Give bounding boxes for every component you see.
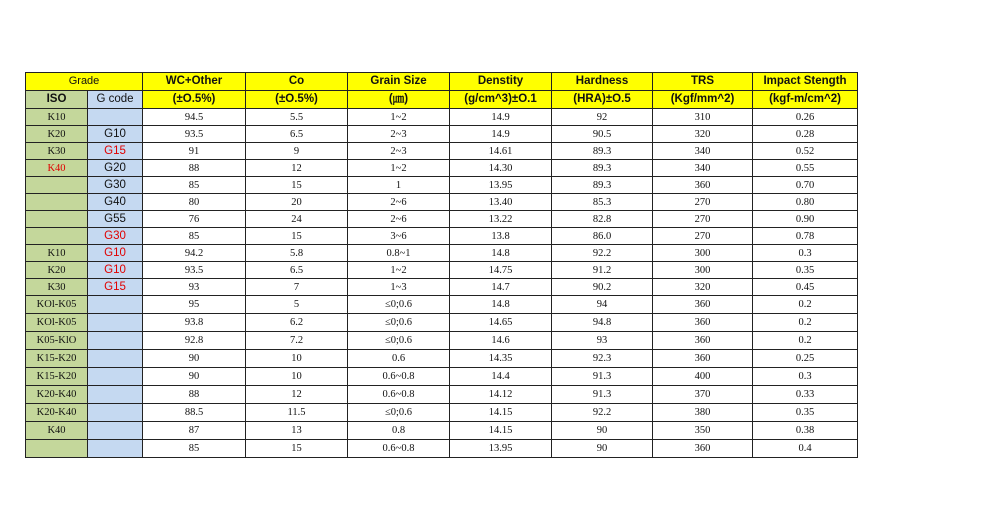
density-cell[interactable]: 14.12 bbox=[450, 386, 552, 404]
col-unit-density[interactable]: (g/cm^3)±O.1 bbox=[450, 91, 552, 109]
wc-cell[interactable]: 93.5 bbox=[143, 262, 246, 279]
trs-cell[interactable]: 360 bbox=[653, 177, 753, 194]
co-cell[interactable]: 12 bbox=[246, 386, 348, 404]
table-row bbox=[26, 109, 858, 126]
trs-cell[interactable]: 380 bbox=[653, 404, 753, 422]
impact-cell[interactable]: 0.52 bbox=[753, 143, 858, 160]
table-row bbox=[26, 262, 858, 279]
co-cell[interactable]: 10 bbox=[246, 368, 348, 386]
hardness-cell[interactable]: 94 bbox=[552, 296, 653, 314]
trs-cell[interactable]: 300 bbox=[653, 245, 753, 262]
col-header-hardness[interactable]: Hardness bbox=[552, 73, 653, 91]
gcode-cell[interactable] bbox=[88, 440, 143, 458]
col-unit-wc[interactable]: (±O.5%) bbox=[143, 91, 246, 109]
impact-cell[interactable]: 0.70 bbox=[753, 177, 858, 194]
wc-cell[interactable]: 93 bbox=[143, 279, 246, 296]
trs-cell[interactable]: 270 bbox=[653, 211, 753, 228]
gcode-cell[interactable]: G10 bbox=[88, 262, 143, 279]
trs-cell[interactable]: 340 bbox=[653, 160, 753, 177]
iso-cell[interactable] bbox=[26, 228, 88, 245]
wc-cell[interactable]: 80 bbox=[143, 194, 246, 211]
trs-cell[interactable]: 360 bbox=[653, 314, 753, 332]
grain-cell[interactable]: 3~6 bbox=[348, 228, 450, 245]
impact-cell[interactable]: 0.35 bbox=[753, 404, 858, 422]
hardness-cell[interactable]: 92 bbox=[552, 109, 653, 126]
density-cell[interactable]: 13.40 bbox=[450, 194, 552, 211]
grade-spec-sheet bbox=[25, 72, 858, 458]
table-row bbox=[26, 350, 858, 368]
wc-cell[interactable]: 85 bbox=[143, 177, 246, 194]
iso-cell[interactable] bbox=[26, 177, 88, 194]
gcode-cell[interactable]: G15 bbox=[88, 143, 143, 160]
grain-cell[interactable]: 0.6~0.8 bbox=[348, 440, 450, 458]
table-row bbox=[26, 422, 858, 440]
co-cell[interactable]: 15 bbox=[246, 440, 348, 458]
hardness-cell[interactable]: 90 bbox=[552, 422, 653, 440]
col-header-co[interactable]: Co bbox=[246, 73, 348, 91]
header-row-2 bbox=[26, 91, 858, 109]
table-row bbox=[26, 177, 858, 194]
iso-cell[interactable]: KOl-K05 bbox=[26, 314, 88, 332]
table-row bbox=[26, 296, 858, 314]
trs-cell[interactable]: 360 bbox=[653, 332, 753, 350]
density-cell[interactable]: 14.9 bbox=[450, 109, 552, 126]
gcode-header[interactable]: G code bbox=[88, 91, 143, 109]
grain-cell[interactable]: 0.8~1 bbox=[348, 245, 450, 262]
co-cell[interactable]: 5.5 bbox=[246, 109, 348, 126]
wc-cell[interactable]: 85 bbox=[143, 440, 246, 458]
gcode-cell[interactable]: G40 bbox=[88, 194, 143, 211]
trs-cell[interactable]: 270 bbox=[653, 194, 753, 211]
iso-cell[interactable] bbox=[26, 440, 88, 458]
wc-cell[interactable]: 90 bbox=[143, 350, 246, 368]
col-unit-grain[interactable]: (㎛) bbox=[348, 91, 450, 109]
density-cell[interactable]: 13.22 bbox=[450, 211, 552, 228]
wc-cell[interactable]: 87 bbox=[143, 422, 246, 440]
density-cell[interactable]: 14.61 bbox=[450, 143, 552, 160]
density-cell[interactable]: 14.15 bbox=[450, 404, 552, 422]
header-row-1 bbox=[26, 73, 858, 91]
density-cell[interactable]: 14.65 bbox=[450, 314, 552, 332]
hardness-cell[interactable]: 85.3 bbox=[552, 194, 653, 211]
co-cell[interactable]: 5.8 bbox=[246, 245, 348, 262]
gcode-cell[interactable] bbox=[88, 368, 143, 386]
table-row bbox=[26, 404, 858, 422]
col-header-wc[interactable]: WC+Other bbox=[143, 73, 246, 91]
impact-cell[interactable]: 0.45 bbox=[753, 279, 858, 296]
co-cell[interactable]: 12 bbox=[246, 160, 348, 177]
density-cell[interactable]: 14.30 bbox=[450, 160, 552, 177]
hardness-cell[interactable]: 90 bbox=[552, 440, 653, 458]
wc-cell[interactable]: 95 bbox=[143, 296, 246, 314]
hardness-cell[interactable]: 91.2 bbox=[552, 262, 653, 279]
table-row bbox=[26, 440, 858, 458]
iso-cell[interactable]: K20 bbox=[26, 126, 88, 143]
grain-cell[interactable]: ≤0;0.6 bbox=[348, 314, 450, 332]
col-header-trs[interactable]: TRS bbox=[653, 73, 753, 91]
wc-cell[interactable]: 93.8 bbox=[143, 314, 246, 332]
density-cell[interactable]: 14.75 bbox=[450, 262, 552, 279]
wc-cell[interactable]: 92.8 bbox=[143, 332, 246, 350]
hardness-cell[interactable]: 90.2 bbox=[552, 279, 653, 296]
trs-cell[interactable]: 350 bbox=[653, 422, 753, 440]
col-header-grain[interactable]: Grain Size bbox=[348, 73, 450, 91]
co-cell[interactable]: 20 bbox=[246, 194, 348, 211]
co-cell[interactable]: 7 bbox=[246, 279, 348, 296]
table-row bbox=[26, 143, 858, 160]
hardness-cell[interactable]: 89.3 bbox=[552, 143, 653, 160]
iso-cell[interactable]: K20-K40 bbox=[26, 404, 88, 422]
gcode-cell[interactable]: G55 bbox=[88, 211, 143, 228]
table-row bbox=[26, 279, 858, 296]
impact-cell[interactable]: 0.4 bbox=[753, 440, 858, 458]
wc-cell[interactable]: 90 bbox=[143, 368, 246, 386]
grain-cell[interactable]: 1 bbox=[348, 177, 450, 194]
grain-cell[interactable]: 0.6 bbox=[348, 350, 450, 368]
hardness-cell[interactable]: 94.8 bbox=[552, 314, 653, 332]
wc-cell[interactable]: 93.5 bbox=[143, 126, 246, 143]
density-cell[interactable]: 14.6 bbox=[450, 332, 552, 350]
iso-cell[interactable]: K05-KlO bbox=[26, 332, 88, 350]
hardness-cell[interactable]: 91.3 bbox=[552, 386, 653, 404]
impact-cell[interactable]: 0.2 bbox=[753, 296, 858, 314]
col-unit-impact[interactable]: (kgf-m/cm^2) bbox=[753, 91, 858, 109]
gcode-cell[interactable]: G15 bbox=[88, 279, 143, 296]
col-unit-hardness[interactable]: (HRA)±O.5 bbox=[552, 91, 653, 109]
grain-cell[interactable]: 1~2 bbox=[348, 262, 450, 279]
density-cell[interactable]: 14.8 bbox=[450, 245, 552, 262]
hardness-cell[interactable]: 93 bbox=[552, 332, 653, 350]
grain-cell[interactable]: 0.8 bbox=[348, 422, 450, 440]
wc-cell[interactable]: 94.5 bbox=[143, 109, 246, 126]
co-cell[interactable]: 7.2 bbox=[246, 332, 348, 350]
iso-cell[interactable]: K20 bbox=[26, 262, 88, 279]
grade-spec-table bbox=[25, 72, 858, 458]
density-cell[interactable]: 14.8 bbox=[450, 296, 552, 314]
grain-cell[interactable]: 1~3 bbox=[348, 279, 450, 296]
hardness-cell[interactable]: 92.3 bbox=[552, 350, 653, 368]
co-cell[interactable]: 15 bbox=[246, 177, 348, 194]
trs-cell[interactable]: 300 bbox=[653, 262, 753, 279]
impact-cell[interactable]: 0.28 bbox=[753, 126, 858, 143]
co-cell[interactable]: 11.5 bbox=[246, 404, 348, 422]
impact-cell[interactable]: 0.2 bbox=[753, 314, 858, 332]
hardness-cell[interactable]: 91.3 bbox=[552, 368, 653, 386]
co-cell[interactable]: 24 bbox=[246, 211, 348, 228]
gcode-cell[interactable] bbox=[88, 422, 143, 440]
trs-cell[interactable]: 370 bbox=[653, 386, 753, 404]
impact-cell[interactable]: 0.3 bbox=[753, 245, 858, 262]
gcode-cell[interactable]: G10 bbox=[88, 245, 143, 262]
grain-cell[interactable]: ≤0;0.6 bbox=[348, 332, 450, 350]
hardness-cell[interactable]: 89.3 bbox=[552, 160, 653, 177]
trs-cell[interactable]: 360 bbox=[653, 440, 753, 458]
impact-cell[interactable]: 0.3 bbox=[753, 368, 858, 386]
trs-cell[interactable]: 340 bbox=[653, 143, 753, 160]
table-row bbox=[26, 194, 858, 211]
impact-cell[interactable]: 0.80 bbox=[753, 194, 858, 211]
iso-cell[interactable]: K40 bbox=[26, 422, 88, 440]
co-cell[interactable]: 13 bbox=[246, 422, 348, 440]
impact-cell[interactable]: 0.78 bbox=[753, 228, 858, 245]
co-cell[interactable]: 6.5 bbox=[246, 262, 348, 279]
co-cell[interactable]: 10 bbox=[246, 350, 348, 368]
density-cell[interactable]: 13.95 bbox=[450, 440, 552, 458]
impact-cell[interactable]: 0.90 bbox=[753, 211, 858, 228]
co-cell[interactable]: 6.2 bbox=[246, 314, 348, 332]
wc-cell[interactable]: 88 bbox=[143, 386, 246, 404]
wc-cell[interactable]: 91 bbox=[143, 143, 246, 160]
hardness-cell[interactable]: 92.2 bbox=[552, 245, 653, 262]
grain-cell[interactable]: 0.6~0.8 bbox=[348, 368, 450, 386]
iso-cell[interactable]: K15-K20 bbox=[26, 368, 88, 386]
impact-cell[interactable]: 0.2 bbox=[753, 332, 858, 350]
impact-cell[interactable]: 0.35 bbox=[753, 262, 858, 279]
grain-cell[interactable]: 0.6~0.8 bbox=[348, 386, 450, 404]
hardness-cell[interactable]: 89.3 bbox=[552, 177, 653, 194]
impact-cell[interactable]: 0.38 bbox=[753, 422, 858, 440]
co-cell[interactable]: 9 bbox=[246, 143, 348, 160]
grain-cell[interactable]: ≤0;0.6 bbox=[348, 404, 450, 422]
impact-cell[interactable]: 0.55 bbox=[753, 160, 858, 177]
grade-header[interactable]: Grade bbox=[26, 73, 143, 91]
trs-cell[interactable]: 360 bbox=[653, 296, 753, 314]
iso-cell[interactable]: K10 bbox=[26, 245, 88, 262]
table-row bbox=[26, 332, 858, 350]
trs-cell[interactable]: 400 bbox=[653, 368, 753, 386]
gcode-cell[interactable] bbox=[88, 109, 143, 126]
iso-cell[interactable]: K20-K40 bbox=[26, 386, 88, 404]
grain-cell[interactable]: 2~6 bbox=[348, 211, 450, 228]
iso-cell[interactable]: K10 bbox=[26, 109, 88, 126]
iso-cell[interactable]: K40 bbox=[26, 160, 88, 177]
col-unit-co[interactable]: (±O.5%) bbox=[246, 91, 348, 109]
density-cell[interactable]: 14.9 bbox=[450, 126, 552, 143]
hardness-cell[interactable]: 92.2 bbox=[552, 404, 653, 422]
density-cell[interactable]: 13.95 bbox=[450, 177, 552, 194]
co-cell[interactable]: 5 bbox=[246, 296, 348, 314]
iso-cell[interactable] bbox=[26, 211, 88, 228]
iso-cell[interactable]: KOl-K05 bbox=[26, 296, 88, 314]
table-row bbox=[26, 245, 858, 262]
density-cell[interactable]: 14.4 bbox=[450, 368, 552, 386]
hardness-cell[interactable]: 90.5 bbox=[552, 126, 653, 143]
hardness-cell[interactable]: 86.0 bbox=[552, 228, 653, 245]
trs-cell[interactable]: 320 bbox=[653, 126, 753, 143]
iso-cell[interactable]: K30 bbox=[26, 279, 88, 296]
trs-cell[interactable]: 270 bbox=[653, 228, 753, 245]
grain-cell[interactable]: 2~6 bbox=[348, 194, 450, 211]
co-cell[interactable]: 6.5 bbox=[246, 126, 348, 143]
col-header-density[interactable]: Denstity bbox=[450, 73, 552, 91]
table-row bbox=[26, 314, 858, 332]
trs-cell[interactable]: 310 bbox=[653, 109, 753, 126]
grain-cell[interactable]: ≤0;0.6 bbox=[348, 296, 450, 314]
table-row bbox=[26, 386, 858, 404]
iso-cell[interactable]: K30 bbox=[26, 143, 88, 160]
table-row bbox=[26, 126, 858, 143]
wc-cell[interactable]: 76 bbox=[143, 211, 246, 228]
gcode-cell[interactable] bbox=[88, 386, 143, 404]
col-unit-trs[interactable]: (Kgf/mm^2) bbox=[653, 91, 753, 109]
table-row bbox=[26, 160, 858, 177]
gcode-cell[interactable] bbox=[88, 350, 143, 368]
wc-cell[interactable]: 88.5 bbox=[143, 404, 246, 422]
density-cell[interactable]: 13.8 bbox=[450, 228, 552, 245]
density-cell[interactable]: 14.7 bbox=[450, 279, 552, 296]
gcode-cell[interactable]: G20 bbox=[88, 160, 143, 177]
density-cell[interactable]: 14.15 bbox=[450, 422, 552, 440]
trs-cell[interactable]: 320 bbox=[653, 279, 753, 296]
table-row bbox=[26, 211, 858, 228]
trs-cell[interactable]: 360 bbox=[653, 350, 753, 368]
iso-header[interactable]: ISO bbox=[26, 91, 88, 109]
impact-cell[interactable]: 0.26 bbox=[753, 109, 858, 126]
grain-cell[interactable]: 2~3 bbox=[348, 143, 450, 160]
grain-cell[interactable]: 2~3 bbox=[348, 126, 450, 143]
gcode-cell[interactable] bbox=[88, 404, 143, 422]
gcode-cell[interactable] bbox=[88, 296, 143, 314]
wc-cell[interactable]: 88 bbox=[143, 160, 246, 177]
grain-cell[interactable]: 1~2 bbox=[348, 109, 450, 126]
density-cell[interactable]: 14.35 bbox=[450, 350, 552, 368]
gcode-cell[interactable]: G30 bbox=[88, 228, 143, 245]
gcode-cell[interactable] bbox=[88, 314, 143, 332]
gcode-cell[interactable]: G10 bbox=[88, 126, 143, 143]
impact-cell[interactable]: 0.25 bbox=[753, 350, 858, 368]
hardness-cell[interactable]: 82.8 bbox=[552, 211, 653, 228]
co-cell[interactable]: 15 bbox=[246, 228, 348, 245]
col-header-impact[interactable]: Impact Stength bbox=[753, 73, 858, 91]
gcode-cell[interactable] bbox=[88, 332, 143, 350]
table-row bbox=[26, 228, 858, 245]
table-row bbox=[26, 368, 858, 386]
wc-cell[interactable]: 94.2 bbox=[143, 245, 246, 262]
grain-cell[interactable]: 1~2 bbox=[348, 160, 450, 177]
wc-cell[interactable]: 85 bbox=[143, 228, 246, 245]
impact-cell[interactable]: 0.33 bbox=[753, 386, 858, 404]
iso-cell[interactable]: K15-K20 bbox=[26, 350, 88, 368]
gcode-cell[interactable]: G30 bbox=[88, 177, 143, 194]
iso-cell[interactable] bbox=[26, 194, 88, 211]
